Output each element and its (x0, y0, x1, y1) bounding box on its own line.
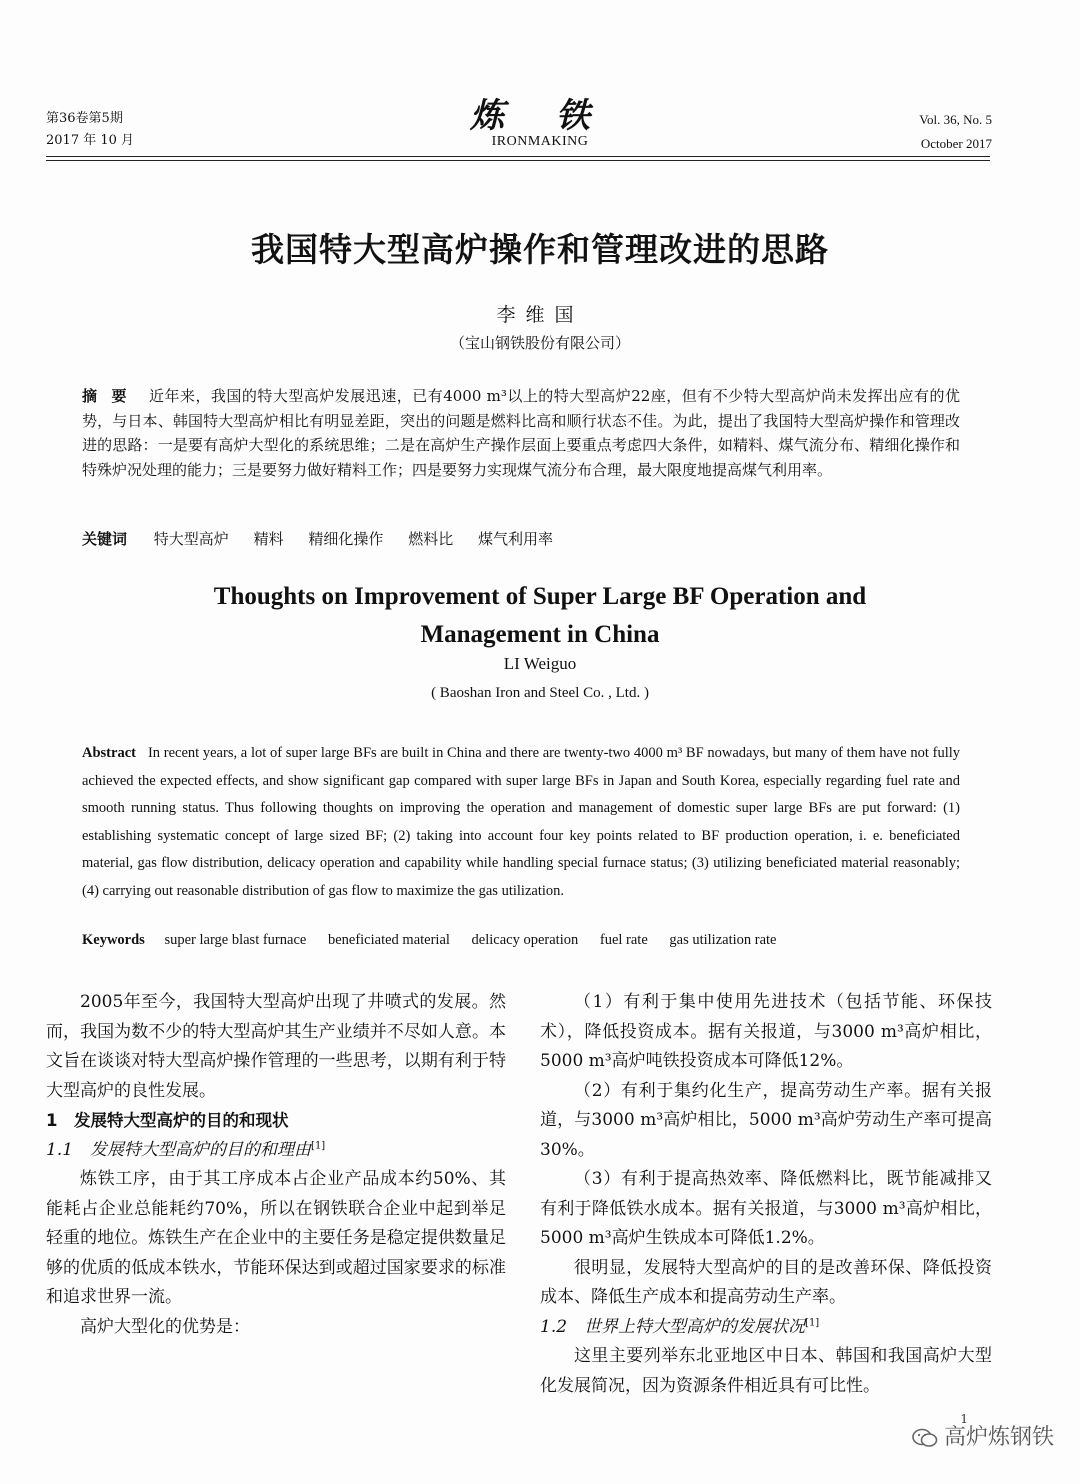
keyword-en: beneficiated material (327, 932, 450, 948)
keywords-en-label: Keywords (82, 932, 145, 948)
affiliation-en: ( Baoshan Iron and Steel Co. , Ltd. ) (431, 685, 649, 701)
header-rule-top (46, 156, 990, 157)
journal-issue-cn (46, 108, 134, 152)
author-cn: 李维国 (496, 304, 584, 326)
volume-cn: 第36卷第5期 (46, 111, 123, 126)
list-item: （1）有利于集中使用先进技术（包括节能、环保技术），降低投资成本。据有关报道，与3000 m³高炉相比，5000 m³高炉吨铁投资成本可降低12%。 (540, 992, 992, 1071)
body-paragraph: 很明显，发展特大型高炉的目的是改善环保、降低投资成本、降低生产成本和提高劳动生产率。 (540, 1257, 992, 1307)
body-left-column (46, 988, 506, 1342)
keyword-en: delicacy operation (471, 932, 579, 948)
header-rule-bottom (46, 160, 990, 161)
abstract-cn-label: 摘要 (82, 387, 141, 405)
journal-issue-en (919, 108, 992, 156)
paper-title-en-line2: Management in China (420, 621, 660, 648)
keywords-en (82, 932, 960, 949)
body-paragraph: 这里主要列举东北亚地区中日本、韩国和我国高炉大型化发展简况，因为资源条件相近具有可比性。 (540, 1346, 992, 1396)
keyword-en: fuel rate (599, 932, 648, 948)
subsection-1-1-title: 1.1 发展特大型高炉的目的和理由 (46, 1139, 312, 1160)
author-en: LI Weiguo (503, 654, 577, 673)
body-right-column (540, 988, 992, 1401)
subsection-heading-1-2 (540, 1313, 992, 1343)
abstract-cn (82, 384, 960, 482)
keywords-cn-label: 关键词 (82, 530, 128, 548)
abstract-en (82, 740, 960, 906)
reference-marker: [1] (805, 1316, 820, 1328)
page-number: 1 (960, 1412, 968, 1426)
keyword-en: gas utilization rate (669, 932, 777, 948)
wechat-icon (912, 1428, 938, 1448)
keywords-cn (82, 528, 960, 549)
keyword-cn: 精细化操作 (308, 530, 384, 548)
keyword-cn: 精料 (253, 530, 284, 548)
paper-title-en-line1: Thoughts on Improvement of Super Large BF Operation and (213, 583, 867, 610)
reference-marker: [1] (311, 1139, 326, 1151)
paper-title-en (0, 578, 1080, 654)
subsection-heading-1-1 (46, 1136, 506, 1166)
list-item: （3）有利于提高热效率、降低燃料比，既节能减排又有利于降低铁水成本。据有关报道，与3000 m³高炉相比，5000 m³高炉生铁成本可降低1.2%。 (540, 1169, 992, 1248)
journal-name-cn: 炼 铁 (470, 96, 610, 136)
section-heading-1: 1 发展特大型高炉的目的和现状 (46, 1111, 289, 1130)
affiliation-cn: （宝山钢铁股份有限公司） (449, 334, 630, 352)
subsection-1-2-title: 1.2 世界上特大型高炉的发展状况 (540, 1316, 806, 1337)
keyword-cn: 燃料比 (408, 530, 454, 548)
paper-title-cn: 我国特大型高炉操作和管理改进的思路 (251, 230, 829, 269)
date-cn: 2017 年 10 月 (46, 133, 135, 148)
abstract-en-label: Abstract (82, 745, 136, 761)
keyword-cn: 煤气利用率 (477, 530, 553, 548)
abstract-cn-text: 近年来，我国的特大型高炉发展迅速，已有4000 m³以上的特大型高炉22座，但有不少特大型高炉尚未发挥出应有的优势，与日本、韩国特大型高炉相比有明显差距，突出的问题是燃料比高和顺行状态不佳。为此，提出了我国特大型高炉操作和管理改进的思路：一是要有高炉大型化的系统思维；二是在高炉生产操作层面上要重点考虑四大条件，如精料、煤气流分布、精细化操作和特殊炉况处理的能力；三是要努力做好精料工作；四是要努力实现煤气流分布合理，最大限度地提高煤气利用率。 (82, 387, 960, 479)
journal-logo (440, 98, 640, 150)
date-en: October 2017 (920, 136, 992, 151)
volume-en: Vol. 36, No. 5 (919, 112, 992, 127)
keyword-cn: 特大型高炉 (153, 530, 229, 548)
body-paragraph: 高炉大型化的优势是： (80, 1316, 250, 1337)
intro-paragraph: 2005年至今，我国特大型高炉出现了井喷式的发展。然而，我国为数不少的特大型高炉其生产业绩并不尽如人意。本文旨在谈谈对特大型高炉操作管理的一些思考，以期有利于特大型高炉的良性发展。 (46, 992, 506, 1101)
list-item: （2）有利于集约化生产，提高劳动生产率。据有关报道，与3000 m³高炉相比，5000 m³高炉劳动生产率可提高30%。 (540, 1080, 992, 1160)
body-paragraph: 炼铁工序，由于其工序成本占企业产品成本约50%、其能耗占企业总能耗约70%，所以在钢铁联合企业中起到举足轻重的地位。炼铁生产在企业中的主要任务是稳定提供数量足够的优质的低成本铁水，节能环保达到或超过国家要求的标准和追求世界一流。 (46, 1169, 506, 1307)
watermark (912, 1420, 1054, 1451)
watermark-text: 高炉炼钢铁 (943, 1425, 1054, 1450)
abstract-en-text: In recent years, a lot of super large BFs are built in China and there are twenty-two 4000 m³ BF nowadays, but many of them have not fully achieved the expected effects, and show significant gap compared with super large BFs in Japan and South Korea, especially regarding fuel rate and smooth running status. Thus following thoughts on improving the operation and management of domestic super large BFs are put forward: (1) establishing systematic concept of large sized BF; (2) taking into account four key points related to BF production operation, i. e. beneficiated material, gas flow distribution, delicacy operation and capability while handling special furnace status; (3) utilizing beneficiated material reasonably; (4) carrying out reasonable distribution of gas flow to maximize the gas utilization. (82, 745, 960, 899)
keyword-en: super large blast furnace (164, 932, 307, 948)
journal-name-en: IRONMAKING (491, 134, 589, 149)
